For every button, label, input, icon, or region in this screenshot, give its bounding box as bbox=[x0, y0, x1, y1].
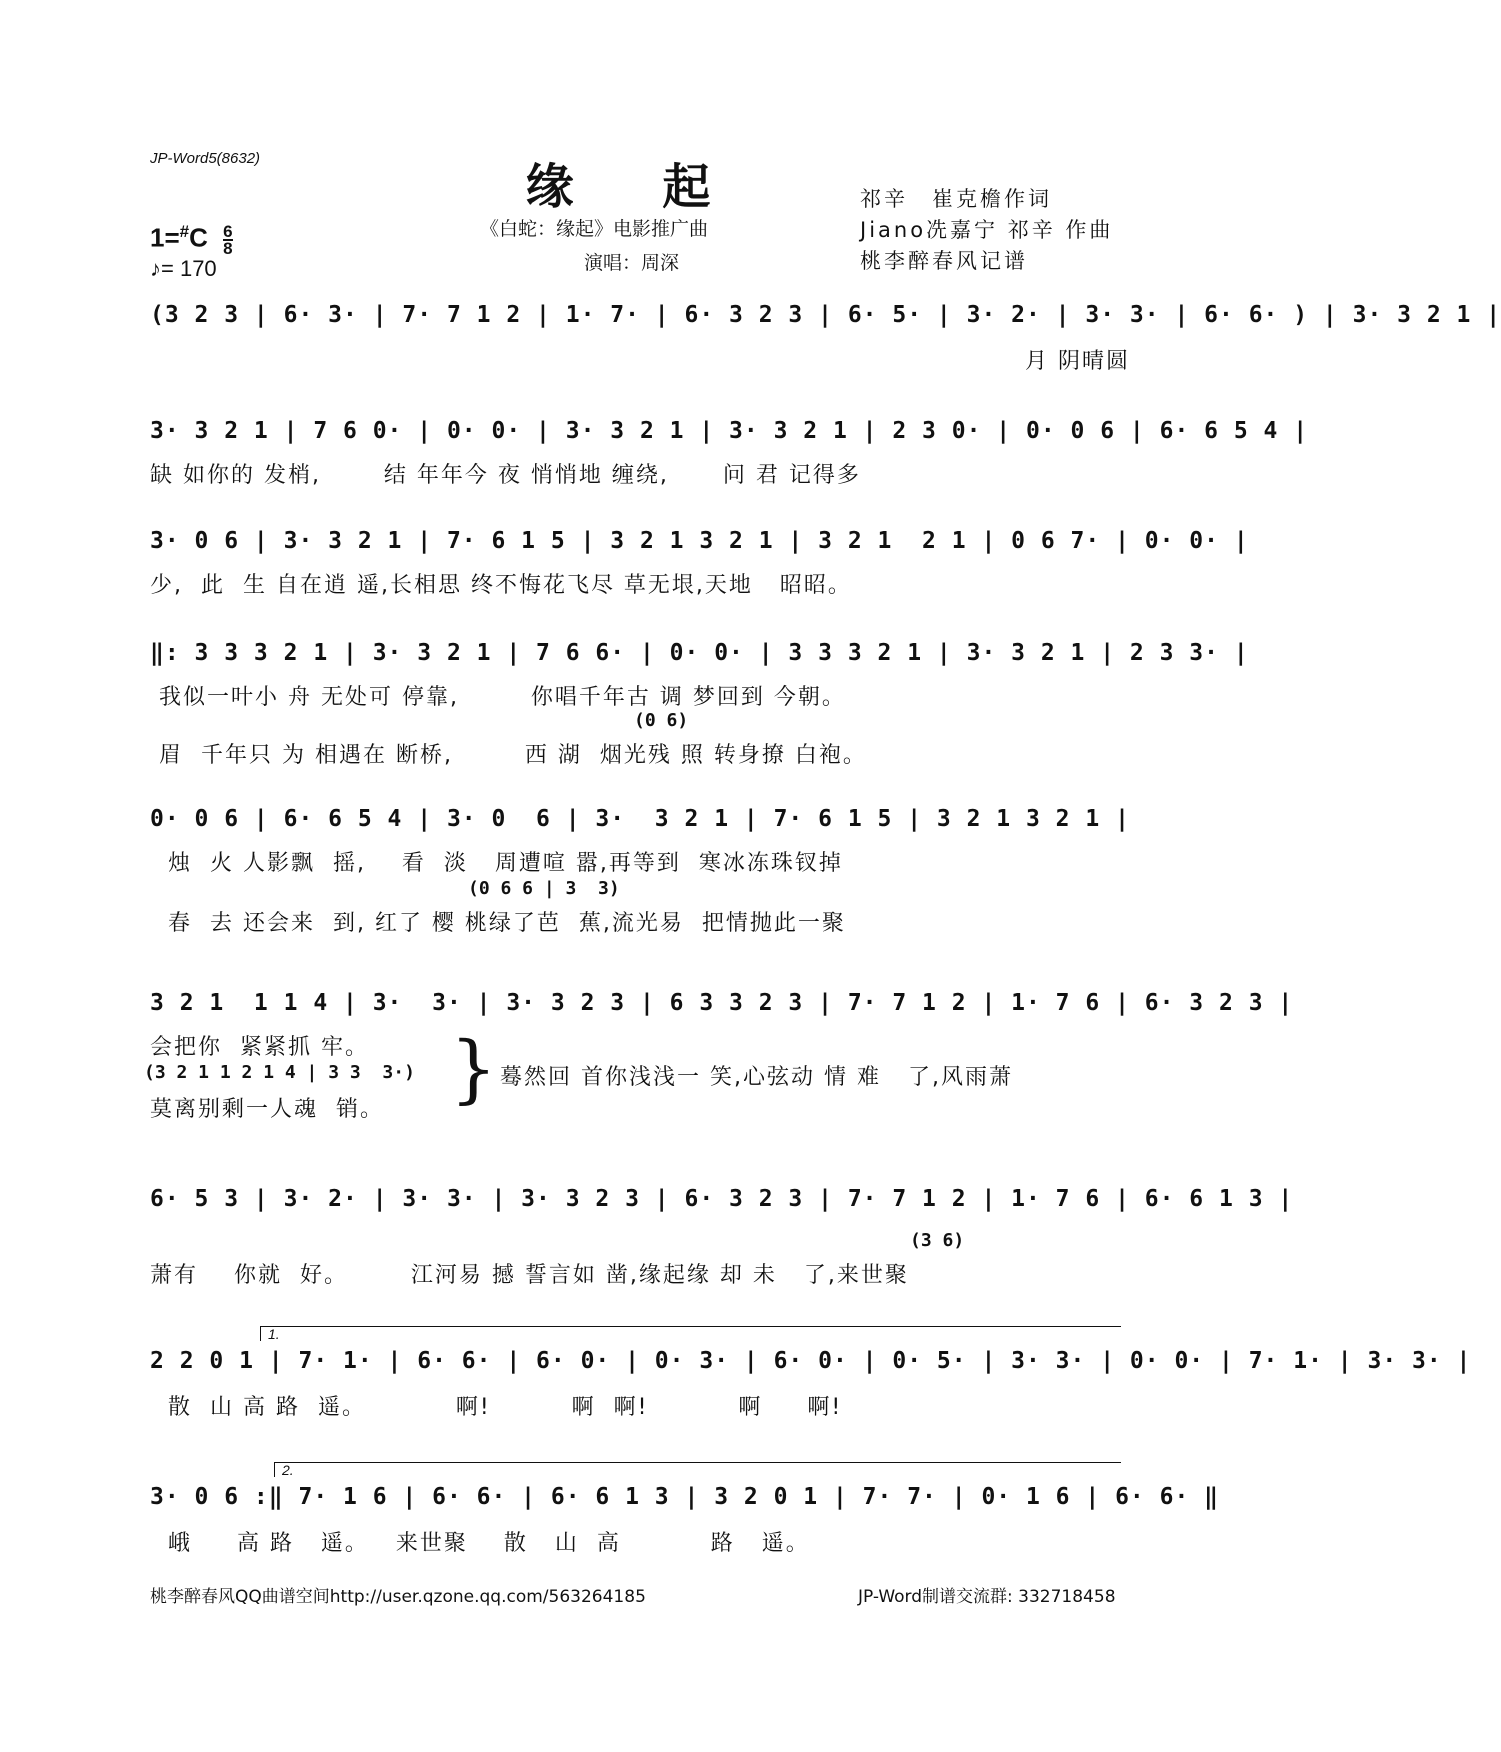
credits-block bbox=[860, 184, 1113, 277]
song-subtitle: 《白蛇：缘起》电影推广曲 bbox=[480, 218, 709, 240]
key-note: C bbox=[189, 222, 208, 253]
notation-line: (3 2 3 | 6· 3· | 7· 7 1 2 | 1· 7· | 6· 3 2 3 | 6· 5· | 3· 2· | 3· 3· | 6· 6· ) | 3· 3 2 1 | bbox=[150, 302, 1501, 328]
notation-line: 2 2 0 1 | 7· 1· | 6· 6· | 6· 0· | 0· 3· | 6· 0· | 0· 5· | 3· 3· | 0· 0· | 7· 1· | 3· 3· | bbox=[150, 1348, 1472, 1374]
sharp-sign: # bbox=[179, 222, 190, 241]
lyric-line: 峨 高 路 遥。 来世聚 散 山 高 路 遥。 bbox=[150, 1531, 810, 1556]
tempo-marking: ♪= 170 bbox=[150, 256, 217, 281]
notation-line: 3· 0 6 | 3· 3 2 1 | 7· 6 1 5 | 3 2 1 3 2 1 | 3 2 1 2 1 | 0 6 7· | 0· 0· | bbox=[150, 528, 1249, 554]
lyric-line-merged: 蓦然回 首你浅浅一 笑,心弦动 情 难 了,风雨萧 bbox=[500, 1065, 1013, 1090]
notation-line: 0· 0 6 | 6· 6 5 4 | 3· 0 6 | 3· 3 2 1 | 7· 6 1 5 | 3 2 1 3 2 1 | bbox=[150, 806, 1130, 832]
lyric-line-verse-2: 春 去 还会来 到, 红了 樱 桃绿了芭 蕉,流光易 把情抛此一聚 bbox=[150, 911, 846, 936]
software-label: JP-Word5(8632) bbox=[150, 150, 261, 167]
lyric-line: 缺 如你的 发梢, 结 年年今 夜 悄悄地 缠绕, 问 君 记得多 bbox=[150, 463, 861, 488]
footer-left: 桃李醉春风QQ曲谱空间http://user.qzone.qq.com/563264185 bbox=[150, 1587, 646, 1607]
meter-bottom: 8 bbox=[223, 238, 233, 258]
second-ending-label: 2. bbox=[282, 1462, 294, 1478]
lyric-line: 月 阴晴圆 bbox=[1025, 349, 1130, 374]
notation-line: ‖: 3 3 3 2 1 | 3· 3 2 1 | 7 6 6· | 0· 0· | 3 3 3 2 1 | 3· 3 2 1 | 2 3 3· | bbox=[150, 640, 1249, 666]
first-ending-bracket bbox=[260, 1326, 1121, 1341]
notation-line: 3· 0 6 :‖ 7· 1 6 | 6· 6· | 6· 6 1 3 | 3 2 0 1 | 7· 7· | 0· 1 6 | 6· 6· ‖ bbox=[150, 1484, 1219, 1510]
lyric-line-verse-2: 眉 千年只 为 相遇在 断桥, 西 湖 烟光残 照 转身撩 白袍。 bbox=[150, 743, 867, 768]
footer-right: JP-Word制谱交流群: 332718458 bbox=[858, 1587, 1116, 1607]
song-title: 缘 起 bbox=[525, 159, 747, 215]
notation-line: 3· 3 2 1 | 7 6 0· | 0· 0· | 3· 3 2 1 | 3· 3 2 1 | 2 3 0· | 0· 0 6 | 6· 6 5 4 | bbox=[150, 418, 1309, 444]
lyric-line: 萧有 你就 好。 江河易 撼 誓言如 凿,缘起缘 却 未 了,来世聚 bbox=[150, 1263, 909, 1288]
lyric-line: 少, 此 生 自在逍 遥,长相思 终不悔花飞尽 草无垠,天地 昭昭。 bbox=[150, 573, 852, 598]
key-prefix: 1= bbox=[150, 222, 180, 253]
lyric-line-verse-2: 莫离别剩一人魂 销。 bbox=[150, 1097, 384, 1122]
transcriber-credit: 桃李醉春风记谱 bbox=[860, 249, 1028, 273]
alternate-notes: (3 6) bbox=[910, 1230, 965, 1251]
alternate-notes: (0 6 6 | 3 3) bbox=[468, 878, 620, 899]
second-ending-bracket bbox=[274, 1462, 1121, 1477]
notation-line: 6· 5 3 | 3· 2· | 3· 3· | 3· 3 2 3 | 6· 3 2 3 | 7· 7 1 2 | 1· 7 6 | 6· 6 1 3 | bbox=[150, 1186, 1294, 1212]
lyricist-credit: 祁辛 崔克檐作词 bbox=[860, 187, 1052, 211]
verse-brace: } bbox=[450, 1026, 498, 1112]
first-ending-label: 1. bbox=[268, 1326, 280, 1342]
alternate-notes: (0 6) bbox=[634, 710, 689, 731]
alternate-notes: (3 2 1 1 2 1 4 | 3 3 3·) bbox=[144, 1062, 415, 1083]
time-signature bbox=[223, 221, 233, 258]
composer-credit: Jiano冼嘉宁 祁辛 作曲 bbox=[860, 218, 1114, 242]
meter-top: 6 bbox=[223, 221, 233, 241]
lyric-line-verse-1: 烛 火 人影飘 摇, 看 淡 周遭喧 嚣,再等到 寒冰冻珠钗掉 bbox=[150, 851, 843, 876]
singer-credit: 演唱：周深 bbox=[584, 252, 680, 274]
lyric-line: 散 山 高 路 遥。 啊! 啊 啊! 啊 啊! bbox=[150, 1395, 843, 1420]
key-signature bbox=[150, 222, 233, 256]
notation-line: 3 2 1 1 1 4 | 3· 3· | 3· 3 2 3 | 6 3 3 2 3 | 7· 7 1 2 | 1· 7 6 | 6· 3 2 3 | bbox=[150, 990, 1294, 1016]
lyric-line-verse-1: 我似一叶小 舟 无处可 停靠, 你唱千年古 调 梦回到 今朝。 bbox=[150, 685, 846, 710]
lyric-line-verse-1: 会把你 紧紧抓 牢。 bbox=[150, 1035, 369, 1060]
